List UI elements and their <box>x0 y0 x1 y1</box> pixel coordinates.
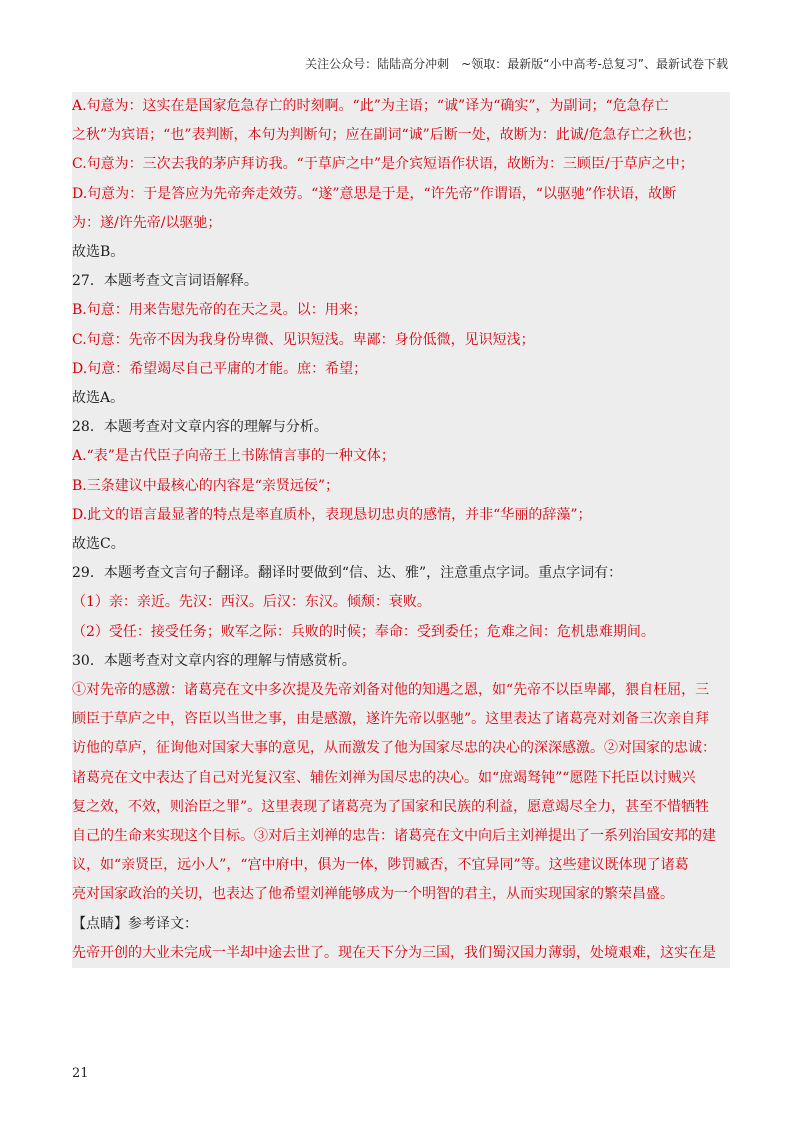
text-line: 亮对国家政治的关切，也表达了他希望刘禅能够成为一个明智的君主，从而实现国家的繁荣昌盛。 <box>72 886 674 903</box>
text-line: 自己的生命来实现这个目标。③对后主刘禅的忠告：诸葛亮在文中向后主刘禅提出了一系列治国安邦的建 <box>72 828 716 845</box>
text-line: D.句意：希望竭尽自己平庸的才能。庶：希望； <box>72 360 368 377</box>
text-line: 故选C。 <box>72 536 125 553</box>
text-line: C.句意为：三次去我的茅庐拜访我。“于草庐之中”是介宾短语作状语，故断为：三顾臣/于草庐之中； <box>72 156 694 173</box>
text-line: 27．本题考查文言词语解释。 <box>72 273 258 290</box>
text-line: 为：遂/许先帝/以驱驰； <box>72 214 222 231</box>
text-line: 复之效，不效，则治臣之罪”。这里表现了诸葛亮为了国家和民族的利益，愿意竭尽全力，甚至不惜牺牲 <box>72 798 710 815</box>
text-line: A.句意为：这实在是国家危急存亡的时刻啊。“此”为主语；“诚”译为“确实”，为副词；“危急存亡 <box>72 98 669 114</box>
text-line: A.“表”是古代臣子向帝王上书陈情言事的一种文体； <box>72 448 395 465</box>
text-line: 诸葛亮在文中表达了自己对光复汉室、辅佐刘禅为国尽忠的决心。如“庶竭驽钝”“愿陛下托臣以讨贼兴 <box>72 769 696 786</box>
text-line: B.三条建议中最核心的内容是“亲贤远佞”； <box>72 477 340 494</box>
text-line: D.句意为：于是答应为先帝奔走效劳。“遂”意思是于是，“许先帝”作谓语，“以驱驰”作状语，故断 <box>72 185 677 202</box>
text-line: 【点睛】参考译文： <box>72 915 198 932</box>
text-line: D.此文的语言最显著的特点是率直质朴，表现恳切忠贞的感情，并非“华丽的辞藻”； <box>72 506 592 523</box>
text-line: 议，如“亲贤臣，远小人”，“宫中府中，俱为一体，陟罚臧否，不宜异同”等。这些建议既体现了诸葛 <box>72 857 689 874</box>
text-line: 28．本题考查对文章内容的理解与分析。 <box>72 419 328 436</box>
text-line: 访他的草庐，征询他对国家大事的意见，从而激发了他为国家尽忠的决心的深深感激。②对国家的忠诚： <box>72 740 716 757</box>
text-line: ①对先帝的感激：诸葛亮在文中多次提及先帝刘备对他的知遇之恩，如“先帝不以臣卑鄙，猥自枉屈，三 <box>72 682 710 699</box>
text-line: 顾臣于草庐之中，咨臣以当世之事，由是感激，遂许先帝以驱驰”。这里表达了诸葛亮对刘备三次亲自拜 <box>72 711 710 728</box>
text-line: 故选A。 <box>72 390 125 407</box>
answer-content <box>72 92 730 968</box>
text-line: 故选B。 <box>72 244 125 261</box>
text-line: 先帝开创的大业未完成一半却中途去世了。现在天下分为三国，我们蜀汉国力薄弱，处境艰难，这实在是 <box>72 944 716 961</box>
text-line: 之秋”为宾语；“也”表判断，本句为判断句；应在副词“诚”后断一处，故断为：此诚/危急存亡之秋也； <box>72 127 701 144</box>
text-line: 30．本题考查对文章内容的理解与情感赏析。 <box>72 652 356 669</box>
text-line: B.句意：用来告慰先帝的在天之灵。以：用来； <box>72 302 367 319</box>
text-line: （1）亲：亲近。先汉：西汉。后汉：东汉。倾颓：衰败。 <box>72 594 431 611</box>
text-line: （2）受任：接受任务；败军之际：兵败的时候；奉命：受到委任；危难之间：危机患难期间。 <box>72 623 655 640</box>
page-header: 关注公众号：陆陆高分冲刺 ~领取：最新版“小中高考-总复习”、最新试卷下载 <box>305 57 728 71</box>
page-number: 21 <box>72 1066 89 1081</box>
text-line: C.句意：先帝不因为我身份卑微、见识短浅。卑鄙：身份低微，见识短浅； <box>72 331 535 348</box>
text-line: 29．本题考查文言句子翻译。翻译时要做到“信、达、雅”，注意重点字词。重点字词有： <box>72 565 623 582</box>
